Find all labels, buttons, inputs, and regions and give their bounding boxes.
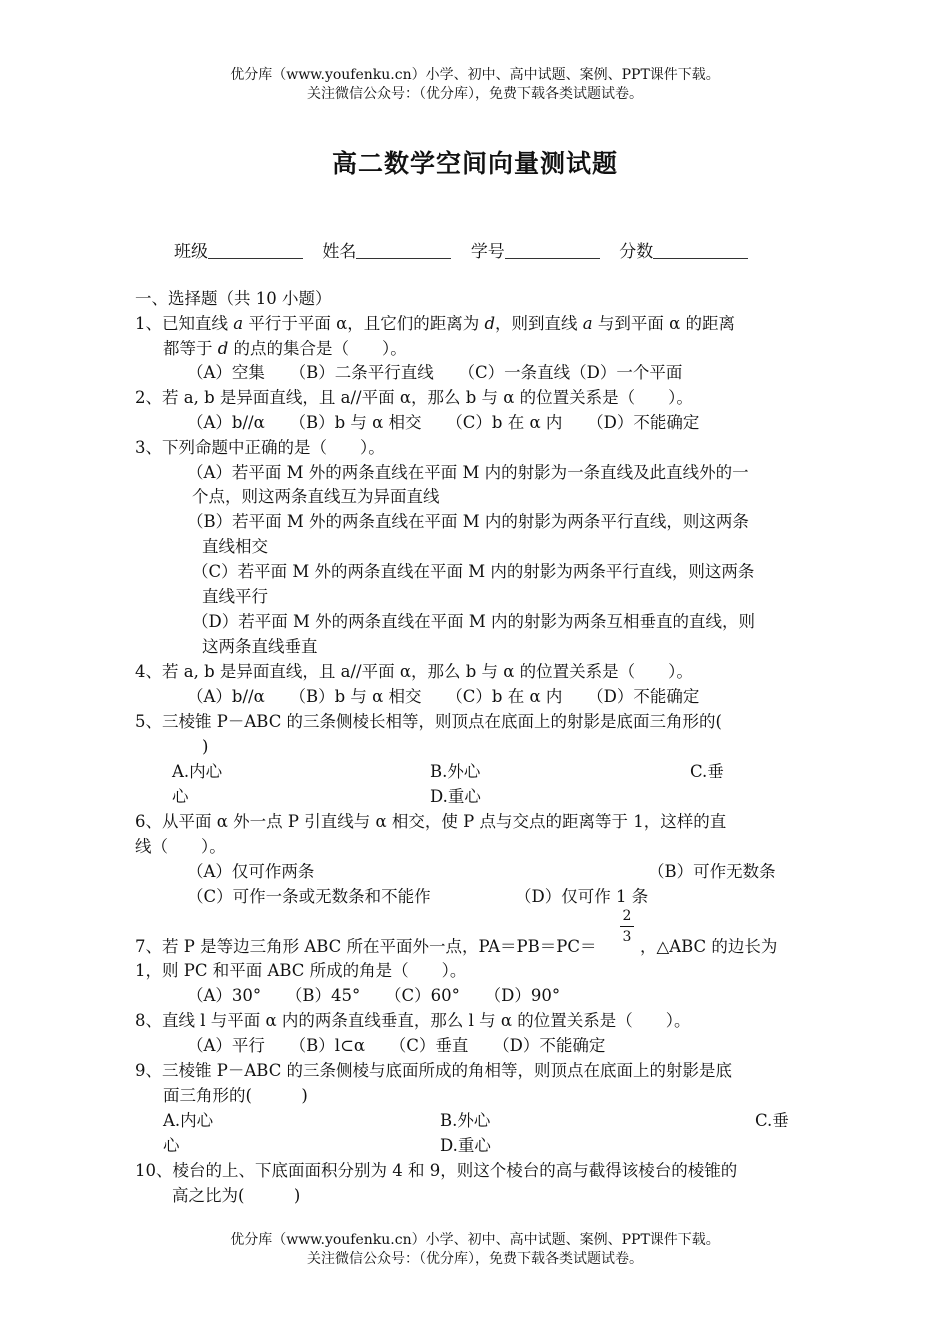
question-6-option-c: （C）可作一条或无数条和不能作 bbox=[187, 887, 431, 906]
fraction-denominator: 3 bbox=[622, 929, 632, 945]
question-3-option-a-1: （A）若平面 M 外的两条直线在平面 M 内的射影为一条直线及此直线外的一 bbox=[187, 463, 749, 482]
name-blank[interactable] bbox=[356, 242, 451, 259]
question-3-option-d-1: （D）若平面 M 外的两条直线在平面 M 内的射影为两条互相垂直的直线，则 bbox=[192, 612, 755, 631]
footer-line-2: 关注微信公众号：（优分库），免费下载各类试题试卷。 bbox=[307, 1251, 643, 1267]
question-6-line-1: 6、从平面 α 外一点 P 引直线与 α 相交，使 P 点与交点的距离等于 1，这样的直 bbox=[135, 812, 727, 831]
question-5-option-d: D.重心 bbox=[430, 787, 481, 806]
question-9-option-c: C.垂 bbox=[755, 1111, 789, 1130]
question-7-line-1: 7、若 P 是等边三角形 ABC 所在平面外一点，PA＝PB＝PC＝ bbox=[135, 937, 597, 956]
question-5-option-c-cont: 心 bbox=[172, 787, 189, 806]
question-3-option-a-2: 个点，则这两条直线互为异面直线 bbox=[192, 487, 440, 506]
question-7-line-1-end: ，△ABC 的边长为 bbox=[640, 937, 778, 956]
name-label: 姓名 bbox=[322, 242, 357, 262]
question-3-option-b-2: 直线相交 bbox=[202, 537, 268, 556]
question-9-option-a: A.内心 bbox=[163, 1111, 214, 1130]
question-3-option-b-1: （B）若平面 M 外的两条直线在平面 M 内的射影为两条平行直线，则这两条 bbox=[187, 512, 749, 531]
header-line-1: 优分库（www.youfenku.cn）小学、初中、高中试题、案例、PPT课件下载。 bbox=[230, 67, 720, 83]
class-blank[interactable] bbox=[208, 242, 303, 259]
question-4-options: （A）b//α （B）b 与 α 相交 （C）b 在 α 内 （D）不能确定 bbox=[187, 687, 700, 706]
question-5-option-b: B.外心 bbox=[430, 762, 481, 781]
question-7-line-2: 1，则 PC 和平面 ABC 所成的角是（ ）。 bbox=[135, 961, 467, 980]
question-9-option-d: D.重心 bbox=[440, 1136, 491, 1155]
question-9-line-2: 面三角形的( ) bbox=[163, 1086, 308, 1105]
question-9-option-c-cont: 心 bbox=[163, 1136, 180, 1155]
id-blank[interactable] bbox=[505, 242, 600, 259]
question-9-line-1: 9、三棱锥 P－ABC 的三条侧棱与底面所成的角相等，则顶点在底面上的射影是底 bbox=[135, 1061, 733, 1080]
question-7-options: （A）30° （B）45° （C）60° （D）90° bbox=[187, 986, 561, 1005]
question-3-option-c-2: 直线平行 bbox=[202, 587, 268, 606]
question-9-option-b: B.外心 bbox=[440, 1111, 491, 1130]
question-5-option-a: A.内心 bbox=[172, 762, 223, 781]
fraction-bar bbox=[620, 926, 634, 927]
question-3-option-c-1: （C）若平面 M 外的两条直线在平面 M 内的射影为两条平行直线，则这两条 bbox=[192, 562, 755, 581]
question-6-option-d: （D）仅可作 1 条 bbox=[515, 887, 649, 906]
page-footer bbox=[0, 1231, 950, 1269]
question-2-line-1: 2、若 a, b 是异面直线，且 a//平面 α，那么 b 与 α 的位置关系是（ ）。 bbox=[135, 388, 693, 407]
score-blank[interactable] bbox=[653, 242, 748, 259]
question-1-line-2: 都等于 d 的点的集合是（ ）。 bbox=[163, 339, 407, 358]
student-info-line bbox=[174, 237, 762, 262]
question-3-option-d-2: 这两条直线垂直 bbox=[202, 637, 318, 656]
footer-line-1: 优分库（www.youfenku.cn）小学、初中、高中试题、案例、PPT课件下载。 bbox=[230, 1232, 720, 1248]
class-label: 班级 bbox=[174, 242, 208, 262]
question-10-line-2: 高之比为( ) bbox=[172, 1186, 301, 1205]
fraction-numerator: 2 bbox=[622, 908, 632, 924]
question-6-option-a: （A）仅可作两条 bbox=[187, 862, 315, 881]
question-4-line-1: 4、若 a, b 是异面直线，且 a//平面 α，那么 b 与 α 的位置关系是（ ）。 bbox=[135, 662, 693, 681]
page-title: 高二数学空间向量测试题 bbox=[331, 149, 618, 178]
question-5-option-c: C.垂 bbox=[690, 762, 724, 781]
fraction-two-thirds bbox=[620, 908, 634, 945]
question-2-options: （A）b//α （B）b 与 α 相交 （C）b 在 α 内 （D）不能确定 bbox=[187, 413, 700, 432]
question-8-options: （A）平行 （B）l⊂α （C）垂直 （D）不能确定 bbox=[187, 1036, 606, 1055]
question-6-option-b: （B）可作无数条 bbox=[648, 862, 776, 881]
question-10-line-1: 10、棱台的上、下底面面积分别为 4 和 9，则这个棱台的高与截得该棱台的棱锥的 bbox=[135, 1161, 738, 1180]
question-5-line-1: 5、三棱锥 P－ABC 的三条侧棱长相等，则顶点在底面上的射影是底面三角形的( bbox=[135, 712, 722, 731]
question-6-line-2: 线（ ）。 bbox=[135, 837, 226, 856]
section-heading: 一、选择题（共 10 小题） bbox=[135, 289, 332, 308]
question-1-line-1: 1、已知直线 a 平行于平面 α，且它们的距离为 d，则到直线 a 与到平面 α 的距离 bbox=[135, 314, 736, 333]
question-5-line-2: ) bbox=[202, 737, 209, 756]
header-line-2: 关注微信公众号：（优分库），免费下载各类试题试卷。 bbox=[307, 86, 643, 102]
score-label: 分数 bbox=[619, 242, 654, 262]
page-header bbox=[0, 66, 950, 104]
id-label: 学号 bbox=[470, 242, 505, 262]
question-8-line-1: 8、直线 l 与平面 α 内的两条直线垂直，那么 l 与 α 的位置关系是（ ）。 bbox=[135, 1011, 691, 1030]
question-3-line-1: 3、下列命题中正确的是（ ）。 bbox=[135, 438, 385, 457]
question-1-options: （A）空集 （B）二条平行直线 （C）一条直线（D）一个平面 bbox=[187, 363, 683, 382]
